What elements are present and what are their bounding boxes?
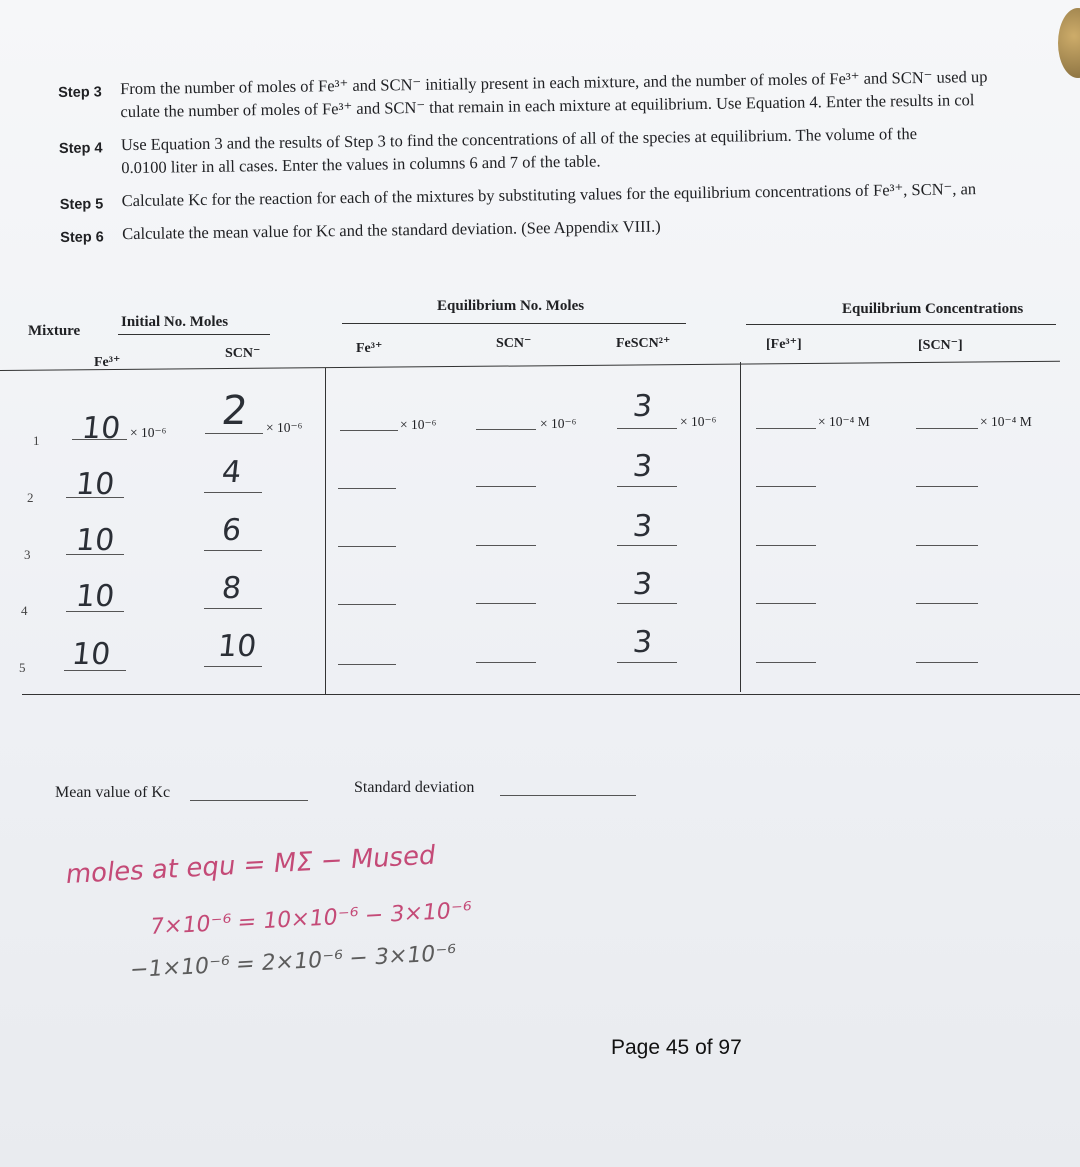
blank-line bbox=[66, 497, 124, 498]
blank-line bbox=[617, 545, 677, 546]
conc-fe-blank[interactable] bbox=[756, 603, 816, 604]
blank-line bbox=[66, 611, 124, 612]
col-header-conc-scn: [SCN⁻] bbox=[918, 338, 963, 353]
row-number: 2 bbox=[27, 490, 34, 505]
blank-line bbox=[204, 492, 262, 493]
step-3 bbox=[58, 64, 1059, 124]
eq-scn-blank[interactable] bbox=[476, 486, 536, 487]
step-label: Step 6 bbox=[60, 229, 104, 246]
eq-scn-blank[interactable] bbox=[476, 662, 536, 663]
handwritten-note-line3: −1×10⁻⁶ = 2×10⁻⁶ − 3×10⁻⁶ bbox=[128, 940, 457, 984]
conc-fe-blank[interactable] bbox=[756, 545, 816, 546]
conc-fe-blank[interactable] bbox=[756, 486, 816, 487]
step-text: Calculate Kc for the reaction for each of the mixtures by substituting values for the equilibrium concentrations of Fe³⁺, SCN⁻, an bbox=[121, 179, 977, 211]
unit-label: × 10⁻⁶ bbox=[400, 417, 437, 432]
conc-scn-blank[interactable] bbox=[916, 428, 978, 429]
equilibrium-moles-header: Equilibrium No. Moles bbox=[437, 298, 585, 314]
conc-fe-blank[interactable] bbox=[756, 662, 816, 663]
step-text: Use Equation 3 and the results of Step 3 to find the concentrations of all of the species at equilibrium. The volume of the bbox=[120, 124, 918, 155]
step-text: From the number of moles of Fe³⁺ and SCN⁻ initially present in each mixture, and the number of moles of Fe³⁺ and SCN⁻ used up bbox=[120, 67, 988, 99]
handwritten-fe-value: 10 bbox=[74, 523, 117, 558]
col-header-conc-fe: [Fe³⁺] bbox=[766, 337, 802, 352]
handwritten-fescn-value: 3 bbox=[631, 389, 654, 424]
col-header-fescn: FeSCN²⁺ bbox=[616, 336, 671, 351]
blank-line bbox=[205, 433, 263, 434]
header-bottom-rule bbox=[0, 361, 1060, 371]
step-label: Step 5 bbox=[59, 196, 104, 213]
blank-line bbox=[617, 428, 677, 429]
step-text-cont: 0.0100 liter in all cases. Enter the values in columns 6 and 7 of the table. bbox=[121, 151, 601, 178]
eq-fe-blank[interactable] bbox=[338, 664, 396, 665]
handwritten-scn-value: 2 bbox=[219, 388, 250, 434]
handwritten-note-line1: moles at equ = MΣ − Mused bbox=[64, 840, 438, 891]
step-label: Step 3 bbox=[58, 84, 102, 101]
blank-line bbox=[64, 670, 126, 671]
table-bottom-rule bbox=[22, 694, 1080, 695]
equilibrium-moles-rule bbox=[342, 323, 686, 324]
eq-fe-blank[interactable] bbox=[338, 488, 396, 489]
unit-label: × 10⁻⁶ bbox=[680, 414, 717, 429]
handwritten-fe-value: 10 bbox=[70, 637, 113, 672]
equilibrium-conc-header: Equilibrium Concentrations bbox=[842, 301, 1024, 317]
handwritten-scn-value: 8 bbox=[220, 571, 243, 606]
handwritten-fe-value: 10 bbox=[74, 467, 117, 502]
initial-header-rule bbox=[118, 334, 270, 335]
conc-scn-blank[interactable] bbox=[916, 545, 978, 546]
steps-instructions bbox=[58, 64, 1060, 256]
unit-label: × 10⁻⁴ M bbox=[980, 414, 1032, 429]
handwritten-note-line2: 7×10⁻⁶ = 10×10⁻⁶ − 3×10⁻⁶ bbox=[148, 898, 473, 941]
eq-fe-blank[interactable] bbox=[340, 430, 398, 431]
row-number: 1 bbox=[33, 433, 40, 448]
stddev-blank[interactable] bbox=[500, 795, 636, 796]
blank-line bbox=[204, 666, 262, 667]
row-number: 3 bbox=[24, 547, 31, 562]
divider-moles-concentrations bbox=[740, 362, 741, 692]
blank-line bbox=[204, 550, 262, 551]
stddev-label: Standard deviation bbox=[354, 779, 475, 796]
eq-fe-blank[interactable] bbox=[338, 604, 396, 605]
eq-scn-blank[interactable] bbox=[476, 603, 536, 604]
step-label: Step 4 bbox=[58, 140, 103, 157]
col-header-scn: SCN⁻ bbox=[225, 346, 261, 361]
step-text: Calculate the mean value for Kc and the standard deviation. (See Appendix VIII.) bbox=[122, 216, 661, 244]
conc-scn-blank[interactable] bbox=[916, 603, 978, 604]
step-5 bbox=[60, 176, 1060, 213]
step-text-cont: culate the number of moles of Fe³⁺ and SCN⁻ that remain in each mixture at equilibrium. Use Equation 4. Enter the results in col bbox=[120, 90, 975, 122]
handwritten-scn-value: 10 bbox=[216, 629, 259, 664]
blank-line bbox=[617, 662, 677, 663]
handwritten-fescn-value: 3 bbox=[631, 567, 654, 602]
blank-line bbox=[66, 554, 124, 555]
mean-kc-blank[interactable] bbox=[190, 800, 308, 801]
thumb-shadow bbox=[1058, 8, 1080, 78]
blank-line bbox=[204, 608, 262, 609]
col-header-fe: Fe³⁺ bbox=[94, 355, 121, 370]
row-number: 5 bbox=[19, 660, 26, 675]
mixture-header: Mixture bbox=[28, 323, 81, 339]
col-header-eq-scn: SCN⁻ bbox=[496, 336, 532, 351]
conc-fe-blank[interactable] bbox=[756, 428, 816, 429]
step-6 bbox=[60, 209, 1060, 246]
unit-label: × 10⁻⁶ bbox=[266, 420, 303, 435]
eq-scn-blank[interactable] bbox=[476, 429, 536, 430]
step-4 bbox=[59, 120, 1060, 180]
blank-line bbox=[72, 439, 127, 440]
handwritten-fe-value: 10 bbox=[80, 411, 123, 446]
equilibrium-conc-rule bbox=[746, 324, 1056, 325]
divider-initial-equilibrium bbox=[325, 368, 326, 694]
row-number: 4 bbox=[21, 603, 28, 618]
mean-kc-label: Mean value of Kc bbox=[55, 784, 171, 801]
handwritten-fe-value: 10 bbox=[74, 579, 117, 614]
unit-label: × 10⁻⁶ bbox=[540, 416, 577, 431]
eq-scn-blank[interactable] bbox=[476, 545, 536, 546]
blank-line bbox=[617, 486, 677, 487]
page-number: Page 45 of 97 bbox=[611, 1036, 742, 1059]
handwritten-scn-value: 6 bbox=[220, 513, 243, 548]
results-table bbox=[0, 290, 1080, 710]
conc-scn-blank[interactable] bbox=[916, 662, 978, 663]
handwritten-fescn-value: 3 bbox=[631, 449, 654, 484]
handwritten-fescn-value: 3 bbox=[631, 625, 654, 660]
unit-label: × 10⁻⁶ bbox=[130, 425, 167, 440]
eq-fe-blank[interactable] bbox=[338, 546, 396, 547]
blank-line bbox=[617, 603, 677, 604]
col-header-eq-fe: Fe³⁺ bbox=[356, 341, 383, 356]
unit-label: × 10⁻⁴ M bbox=[818, 414, 870, 429]
conc-scn-blank[interactable] bbox=[916, 486, 978, 487]
initial-moles-header: Initial No. Moles bbox=[121, 314, 229, 330]
handwritten-fescn-value: 3 bbox=[631, 509, 654, 544]
handwritten-scn-value: 4 bbox=[220, 455, 243, 490]
